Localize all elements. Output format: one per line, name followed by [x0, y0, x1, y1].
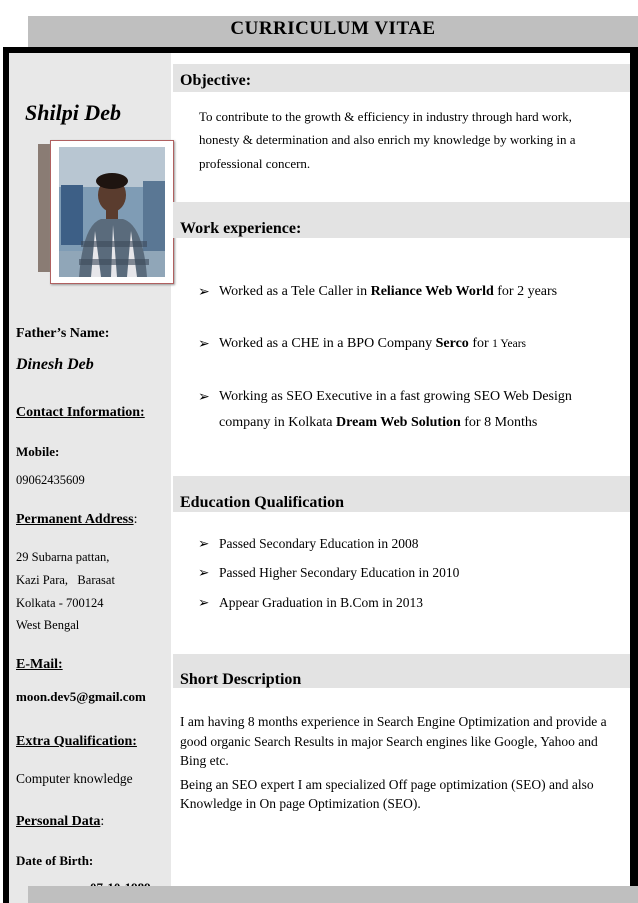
work-item-company: Serco: [435, 336, 469, 351]
extra-qualification-value: Computer knowledge: [16, 771, 133, 786]
work-item-duration: for 8 Months: [460, 415, 538, 430]
education-title: Education Qualification: [180, 494, 345, 511]
objective-line: To contribute to the growth & efficiency in industry through hard work,: [199, 109, 572, 124]
bullet-icon: ➢: [198, 536, 210, 551]
bottom-bar: [28, 886, 638, 903]
work-item-company: Dream Web Solution: [336, 415, 461, 430]
short-description-title: Short Description: [180, 671, 302, 688]
work-item-text: Worked as a Tele Caller in: [219, 284, 371, 299]
objective-title: Objective:: [180, 72, 252, 89]
page-title: CURRICULUM VITAE: [230, 18, 436, 39]
personal-data-colon: :: [100, 814, 105, 829]
fathers-name-label: Father’s Name:: [16, 326, 110, 341]
bullet-icon: ➢: [198, 565, 210, 580]
work-title: Work experience:: [180, 220, 302, 237]
work-item-text: Worked as a CHE in a BPO Company: [219, 336, 436, 351]
candidate-name: Shilpi Deb: [25, 100, 121, 125]
frame-border-right: [630, 47, 638, 903]
dob-label: Date of Birth:: [16, 853, 94, 868]
work-item: [219, 384, 572, 436]
bullet-icon: ➢: [198, 390, 210, 405]
email-value[interactable]: moon.dev5@gmail.com: [16, 689, 146, 704]
bullet-icon: ➢: [198, 337, 210, 352]
work-item-duration-small: 1 Years: [492, 338, 527, 350]
person-photo-icon: [51, 141, 173, 283]
profile-photo: [50, 140, 174, 284]
address-line: Kolkata - 700124: [16, 596, 104, 610]
address-line: Kazi Para, Barasat: [16, 573, 115, 587]
education-item: Appear Graduation in B.Com in 2013: [219, 595, 423, 610]
bullet-icon: ➢: [198, 595, 210, 610]
fathers-name: Dinesh Deb: [16, 356, 94, 373]
work-item-text: Working as SEO Executive in a fast growing SEO Web Design: [219, 389, 572, 404]
education-item: Passed Secondary Education in 2008: [219, 536, 419, 551]
education-item: Passed Higher Secondary Education in 2010: [219, 565, 460, 580]
address-line: West Bengal: [16, 618, 80, 632]
work-item: [219, 331, 526, 357]
email-label: E-Mail:: [16, 657, 63, 672]
bullet-icon: ➢: [198, 285, 210, 300]
personal-data-label: [16, 814, 104, 830]
contact-label: Contact Information:: [16, 405, 145, 420]
work-item: [219, 279, 557, 305]
address-label-text: Permanent Address: [16, 512, 134, 527]
mobile-label: Mobile:: [16, 444, 60, 459]
objective-line: professional concern.: [199, 156, 311, 171]
short-description-line: Being an SEO expert I am specialized Off page optimization (SEO) and also: [180, 777, 594, 792]
work-item-duration: for 2 years: [493, 284, 558, 299]
extra-qualification-label: Extra Qualification:: [16, 734, 137, 749]
address-line: 29 Subarna pattan,: [16, 550, 110, 564]
personal-data-label-text: Personal Data: [16, 814, 101, 829]
address-label: [16, 512, 137, 528]
short-description-line: Bing etc.: [180, 753, 229, 768]
work-item-company: Reliance Web World: [370, 284, 494, 299]
mobile-value: 09062435609: [16, 473, 85, 487]
objective-line: honesty & determination and also enrich my knowledge by working in a: [199, 132, 576, 147]
work-item-duration: for: [468, 336, 493, 351]
short-description-line: Knowledge in On page Optimization (SEO).: [180, 796, 421, 811]
short-description-line: I am having 8 months experience in Search Engine Optimization and provide a: [180, 714, 607, 729]
address-label-colon: :: [133, 512, 138, 527]
work-item-text: company in Kolkata: [219, 415, 337, 430]
short-description-line: good organic Search Results in major Search engines like Google, Yahoo and: [180, 734, 598, 749]
